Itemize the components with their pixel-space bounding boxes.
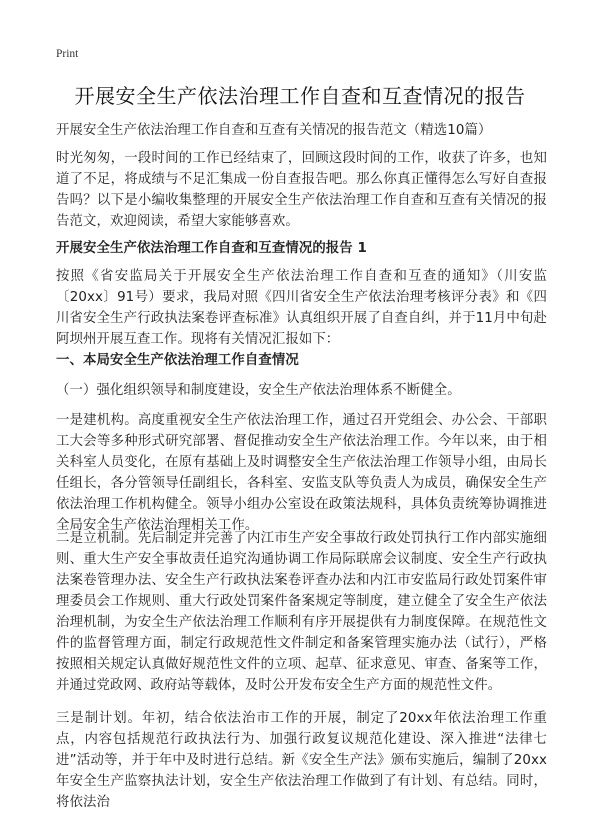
paragraph-establish-mechanism: 二是立机制。先后制定并完善了内江市生产安全事故行政处罚执行工作内部实施细则、重大生产安全事故责任追究沟通协调工作局际联席会议制度、安全生产行政执法案卷管理办法、安全生产行政执法案卷评查办法和内江市安监局行政处罚案件审理委员会工作规则、重大行政处罚案件备案规定等制度，建立健全了安全生产依法治理机制，为安全生产依法治理工作顺利有序开展提供有力制度保障。在规范性文件的监督管理方面，制定行政规范性文件制定和备案管理实施办法（试行），严格按照相关规定认真做好规范性文件的立项、起草、征求意见、审查、备案等工作，并通过党政网、政府站等载体，及时公开发布安全生产方面的规范性文件。 (56, 531, 547, 693)
section-heading: 一、本局安全生产依法治理工作自查情况 (56, 353, 299, 368)
subsection-heading: （一）强化组织领导和制度建设，安全生产依法治理体系不断健全。 (56, 383, 461, 398)
document-title: 开展安全生产依法治理工作自查和互查情况的报告 (74, 84, 526, 108)
report-heading: 开展安全生产依法治理工作自查和互查情况的报告 1 (56, 241, 367, 256)
print-link[interactable]: Print (56, 48, 79, 60)
intro-paragraph: 时光匆匆，一段时间的工作已经结束了，回顾这段时间的工作，收获了许多，也知道了不足，将成绩与不足汇集成一份自查报告吧。那么你真正懂得怎么写好自查报告吗？以下是小编收集整理的开展安全生产依法治理工作自查和互查有关情况的报告范文，欢迎阅读，希望大家能够喜欢。 (56, 151, 547, 229)
paragraph-establish-organization: 一是建机构。高度重视安全生产依法治理工作，通过召开党组会、办公会、干部职工大会等多种形式研究部署、督促推动安全生产依法治理工作。今年以来，由于相关科室人员变化，在原有基础上及时调整安全生产依法治理工作领导小组，由局长任组长，各分管领导任副组长，各科室、安监支队等负责人为成员，确保安全生产依法治理工作机构健全。领导小组办公室设在政策法规科，具体负责统筹协调推进全局安全生产依法治理相关工作。 (56, 413, 547, 533)
document-subtitle: 开展安全生产依法治理工作自查和互查有关情况的报告范文（精选10篇） (56, 123, 492, 138)
paragraph-make-plan: 三是制计划。年初，结合依法治市工作的开展，制定了20xx年依法治理工作重点，内容包括规范行政执法行为、加强行政复议规范化建设、深入推进“法律七进”活动等，并于年中及时进行总结。新《安全生产法》颁布实施后，编制了20xx年安全生产监察执法计划，安全生产依法治理工作做到了有计划、有总结。同时，将依法治 (56, 711, 547, 810)
report-intro-paragraph: 按照《省安监局关于开展安全生产依法治理工作自查和互查的通知》（川安监〔20xx〕91号）要求，我局对照《四川省安全生产依法治理考核评分表》和《四川省安全生产行政执法案卷评查标准》认真组织开展了自查自纠，并于11月中旬赴阿坝州开展互查工作。现将有关情况汇报如下： (56, 269, 547, 347)
